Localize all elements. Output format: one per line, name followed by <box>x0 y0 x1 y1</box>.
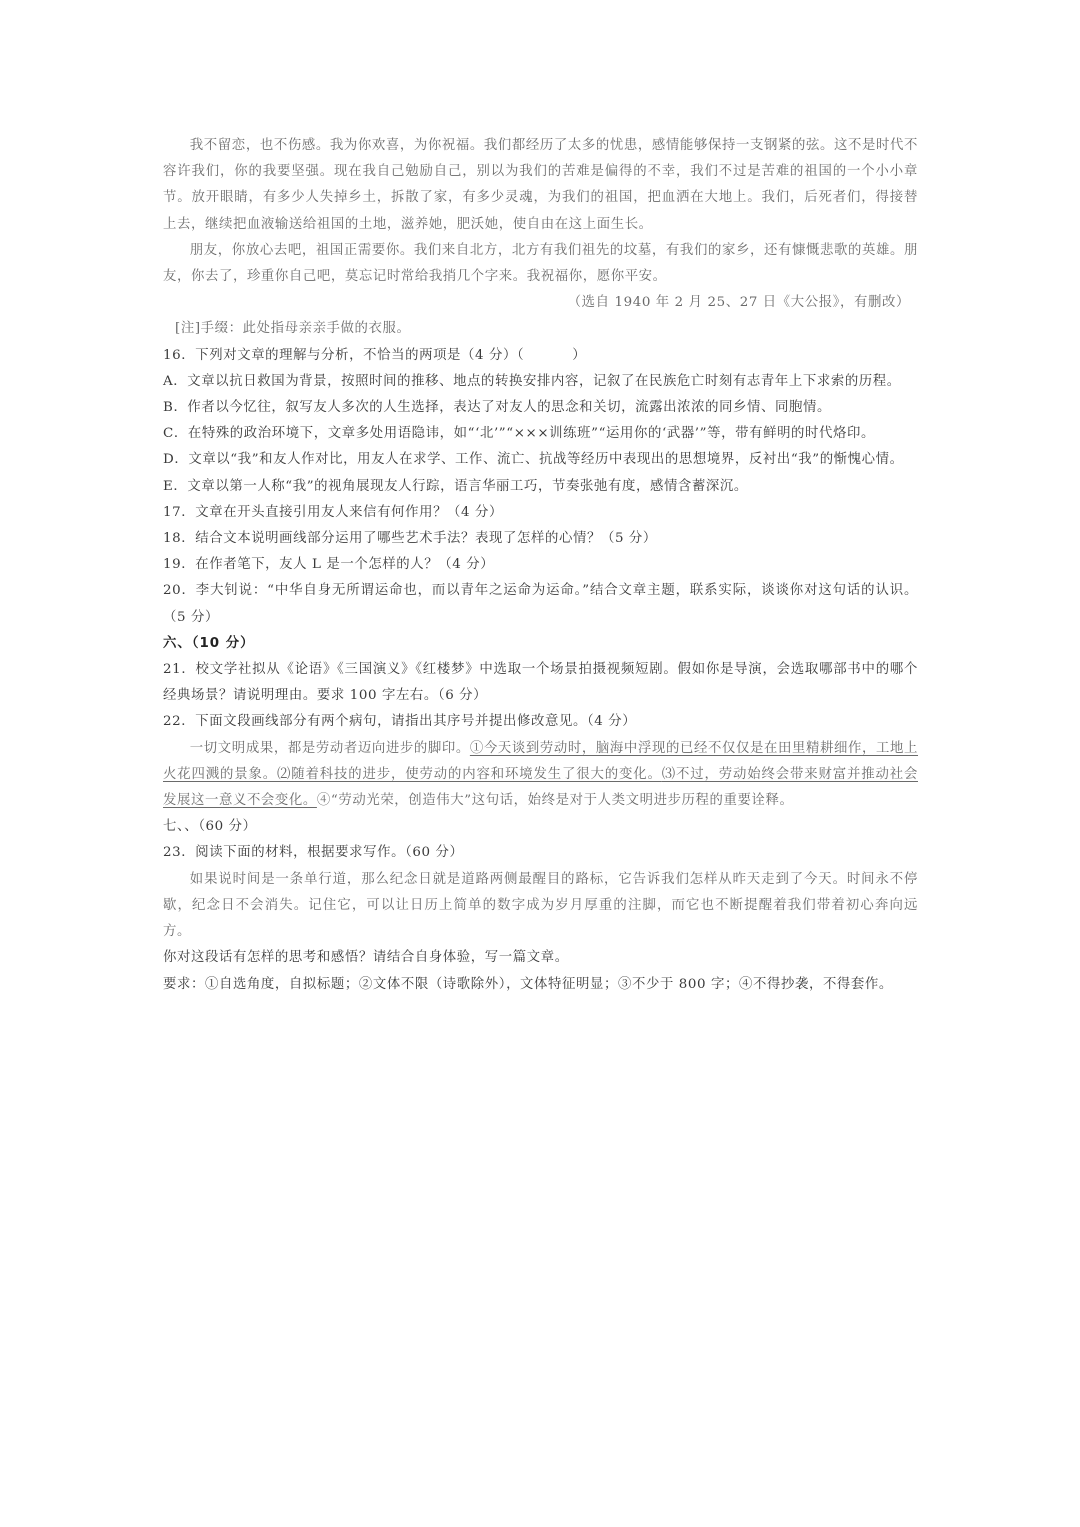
question-21: 21．校文学社拟从《论语》《三国演义》《红楼梦》中选取一个场景拍摄视频短剧。假如你是导演，会选取哪部书中的哪个经典场景？请说明理由。要求 100 字左右。（6 分） <box>163 662 918 704</box>
question-17: 17．文章在开头直接引用友人来信有何作用？（4 分） <box>163 504 504 520</box>
sentence-4: ④“劳动光荣，创造伟大”这句话，始终是对于人类文明进步历程的重要诠释。 <box>316 793 794 809</box>
question-18: 18．结合文本说明画线部分运用了哪些艺术手法？表现了怎样的心情？（5 分） <box>163 531 657 547</box>
question-16 <box>163 343 918 369</box>
question-16-option-c: C．在特殊的政治环境下，文章多处用语隐讳，如“‘北’”“×××训练班”“运用你的‘武器’”等，带有鲜明的时代烙印。 <box>163 426 875 442</box>
question-19: 19．在作者笔下，友人 L 是一个怎样的人？（4 分） <box>163 557 495 573</box>
question-16-option-a: A．文章以抗日救国为背景，按照时间的推移、地点的转换安排内容，记叙了在民族危亡时刻有志青年上下求索的历程。 <box>163 373 901 389</box>
question-16-stem: 16．下列对文章的理解与分析，不恰当的两项是（4 分）（ <box>163 347 525 363</box>
writing-material: 如果说时间是一条单行道，那么纪念日就是道路两侧最醒目的路标，它告诉我们怎样从昨天走到了今天。时间永不停歇，纪念日不会消失。记住它，可以让日历上简单的数字成为岁月厚重的注脚，而它也不断提醒着我们带着初心奔向远方。 <box>163 871 918 940</box>
writing-requirements: 要求：①自选角度，自拟标题；②文体不限（诗歌除外），文体特征明显；③不少于 800 字；④不得抄袭，不得套作。 <box>163 976 893 992</box>
question-22-lead: 一切文明成果，都是劳动者迈向进步的脚印。 <box>189 740 470 756</box>
question-23: 23．阅读下面的材料，根据要求写作。（60 分） <box>163 845 464 861</box>
exam-content <box>163 133 918 998</box>
question-16-option-d: D．文章以“我”和友人作对比，用友人在求学、工作、流亡、抗战等经历中表现出的思想境界，反衬出“我”的惭愧心情。 <box>163 452 904 468</box>
writing-prompt: 你对这段话有怎样的思考和感悟？请结合自身体验，写一篇文章。 <box>163 950 569 966</box>
question-22-passage <box>163 736 918 815</box>
question-16-option-b: B．作者以今忆往，叙写友人多次的人生选择，表达了对友人的思念和关切，流露出浓浓的同乡情、同胞情。 <box>163 400 831 416</box>
question-22: 22．下面文段画线部分有两个病句，请指出其序号并提出修改意见。（4 分） <box>163 714 637 730</box>
passage-source: （选自 1940 年 2 月 25、27 日《大公报》，有删改） <box>567 295 910 311</box>
passage-paragraph-1: 我不留恋，也不伤感。我为你欢喜，为你祝福。我们都经历了太多的忧患，感情能够保持一支钢紧的弦。这不是时代不容许我们，你的我要坚强。现在我自己勉励自己，别以为我们的苦难是偏得的不幸，我们不过是苦难的祖国的一个小小章节。放开眼睛，有多少人失掉乡土，拆散了家，有多少灵魂，为我们的祖国，把血洒在大地上。我们，后死者们，得接替上去，继续把血液输送给祖国的土地，滋养她，肥沃她，使自由在这上面生长。 <box>163 138 918 232</box>
question-16-close: ） <box>572 347 587 363</box>
underlined-sentence-1: ①今天谈到劳动时，脑海中浮现的已经不仅仅是在田里精耕细作，工地上火花四溅的景象。 <box>163 740 919 782</box>
question-20: 20．李大钊说：“中华自身无所谓运命也，而以青年之运命为运命。”结合文章主题，联系实际，谈谈你对这句话的认识。（5 分） <box>163 583 918 625</box>
section-6-title: 六、（10 分） <box>163 635 255 651</box>
question-16-option-e: E．文章以第一人称“我”的视角展现友人行踪，语言华丽工巧，节奏张弛有度，感情含蓄深沉。 <box>163 478 748 494</box>
section-7-title: 七、、（60 分） <box>163 819 257 835</box>
underlined-sentence-2: ⑵随着科技的进步，使劳动的内容和环境发生了很大的变化。 <box>277 766 662 782</box>
underlined-sentence-3: ⑶不过，劳动始终会带来财富并推动社会发展这一意义不会变化。 <box>163 766 918 809</box>
passage-note: [注]手缀：此处指母亲亲手做的衣服。 <box>175 321 411 337</box>
passage-paragraph-2: 朋友，你放心去吧，祖国正需要你。我们来自北方，北方有我们祖先的坟墓，有我们的家乡，还有慷慨悲歌的英雄。朋友，你去了，珍重你自己吧，莫忘记时常给我捎几个字来。我祝福你，愿你平安。 <box>163 242 918 285</box>
